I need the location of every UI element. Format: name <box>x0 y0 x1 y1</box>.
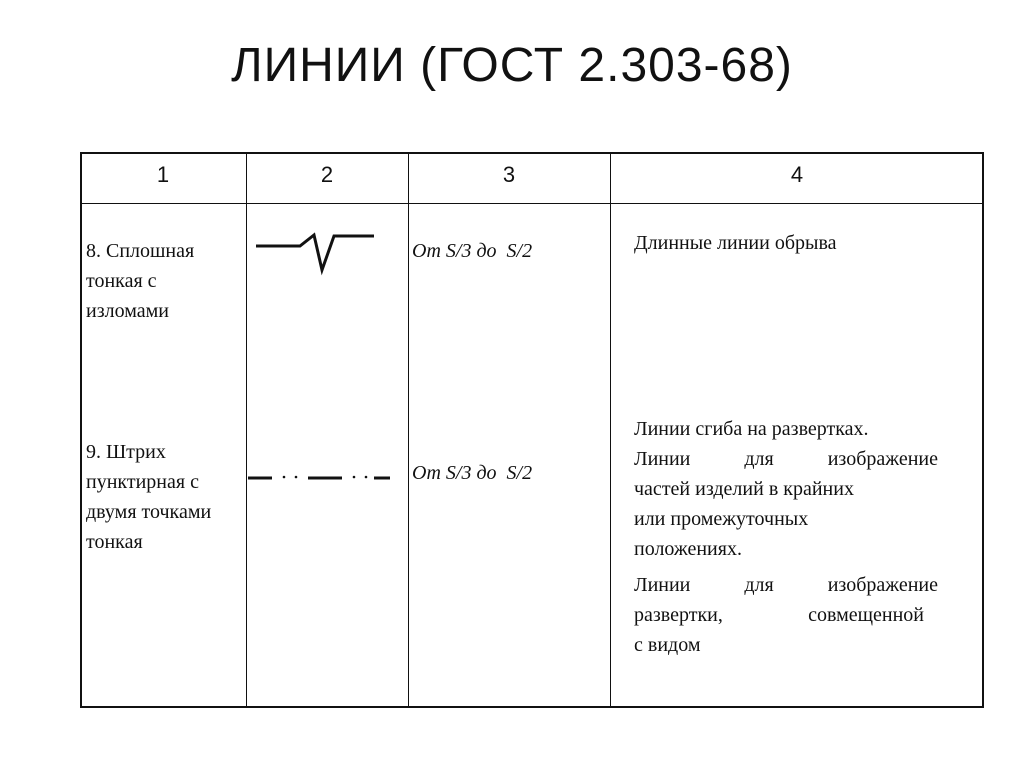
column-divider-2 <box>408 152 409 708</box>
row-9-thickness: От S/3 до S/2 <box>412 462 533 484</box>
zigzag-line-sample <box>246 222 408 282</box>
header-col-4: 4 <box>790 162 804 187</box>
row-8-name-line: тонкая с <box>86 270 157 292</box>
row-8-name <box>86 236 246 326</box>
column-divider-3 <box>610 152 611 708</box>
row-9-purpose-line: или промежуточных <box>634 508 809 530</box>
header-divider <box>80 203 984 204</box>
header-col-1: 1 <box>156 162 170 187</box>
row-9-purpose-line: положениях. <box>634 538 742 560</box>
row-8-name-line: изломами <box>86 300 169 322</box>
row-8-purpose-line: Длинные линии обрыва <box>634 232 837 254</box>
row-8-name-line: 8. Сплошная <box>86 240 195 262</box>
row-9-purpose-line: Линии для изображение <box>634 574 938 596</box>
header-col-3: 3 <box>502 162 516 187</box>
row-9-purpose-line: с видом <box>634 634 701 656</box>
row-8-purpose <box>634 228 944 258</box>
row-9-name-line: двумя точками <box>86 501 212 523</box>
row-9-name <box>86 437 246 557</box>
row-9-purpose-line: частей изделий в крайних <box>634 478 854 500</box>
dash-dot-dot-line-sample <box>246 468 408 488</box>
row-9-purpose-line: Линии сгиба на развертках. <box>634 418 869 440</box>
row-9-name-line: пунктирная с <box>86 471 199 493</box>
row-9-purpose <box>634 414 938 660</box>
row-9-name-line: тонкая <box>86 531 143 553</box>
page-title: ЛИНИИ (ГОСТ 2.303-68) <box>231 39 793 92</box>
row-9-purpose-line: развертки, совмещенной <box>634 604 924 626</box>
row-9-name-line: 9. Штрих <box>86 441 166 463</box>
header-col-2: 2 <box>320 162 334 187</box>
row-8-thickness: От S/3 до S/2 <box>412 240 533 262</box>
row-9-purpose-line: Линии для изображение <box>634 448 938 470</box>
